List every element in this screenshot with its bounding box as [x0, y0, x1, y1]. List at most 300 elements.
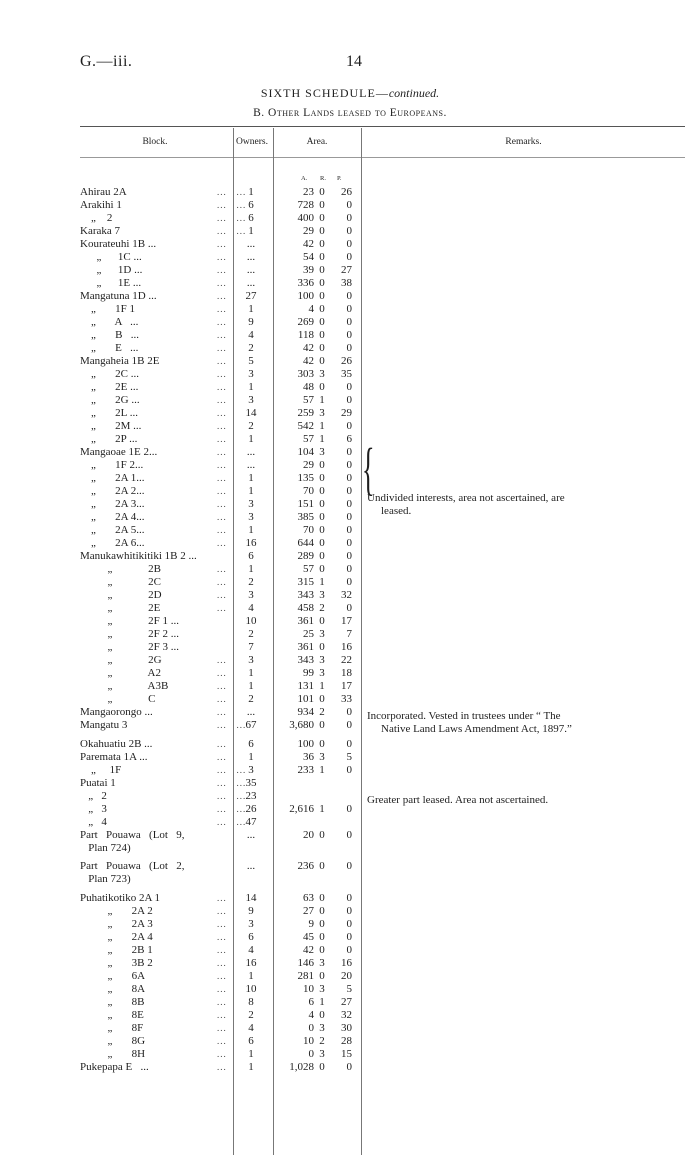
row-area-perches: 0	[346, 446, 352, 458]
row-leader-dots: ... ...	[217, 187, 247, 197]
row-area-acres: 25	[303, 628, 314, 640]
row-area-roods: 0	[319, 498, 325, 510]
table-row	[0, 576, 700, 589]
row-owners: 3	[248, 498, 254, 510]
row-block-name: „ 2A 4...	[80, 511, 145, 523]
table-row	[0, 1035, 700, 1048]
column-header-block: Block.	[142, 137, 168, 147]
row-block-name: „ A ...	[80, 316, 139, 328]
row-area-perches: 17	[341, 680, 352, 692]
row-block-name: „ 2P ...	[80, 433, 138, 445]
table-row	[0, 329, 700, 342]
table-row	[0, 550, 700, 563]
row-leader-dots: ...	[217, 252, 227, 262]
row-leader-dots: ...	[217, 304, 227, 314]
table-row	[0, 957, 700, 970]
row-owners: 16	[245, 537, 257, 549]
row-leader-dots: ...	[217, 919, 227, 929]
row-block-name: „ 3	[80, 803, 107, 815]
row-leader-dots: ... ...	[217, 226, 247, 236]
row-block-name: „ C	[80, 693, 156, 705]
row-block-name: Mangatu 3	[80, 719, 128, 731]
row-leader-dots: ...	[217, 668, 227, 678]
row-area-roods: 3	[319, 589, 325, 601]
row-leader-dots: ...	[217, 707, 227, 717]
row-area-acres: 542	[297, 420, 314, 432]
row-area-perches: 0	[346, 472, 352, 484]
row-area-acres: 42	[303, 342, 314, 354]
row-area-acres: 146	[297, 957, 314, 969]
row-owners: 3	[248, 368, 254, 380]
row-owners: 4	[248, 329, 254, 341]
row-area-roods: 0	[319, 472, 325, 484]
row-area-roods: 3	[319, 628, 325, 640]
row-area-acres: 9	[308, 918, 314, 930]
row-block-name: „ 2A 2	[80, 905, 153, 917]
row-area-acres: 289	[297, 550, 314, 562]
row-leader-dots: ...	[217, 945, 227, 955]
row-area-perches: 0	[346, 316, 352, 328]
row-area-perches: 33	[341, 693, 352, 705]
table-row	[0, 537, 700, 550]
row-area-perches: 0	[346, 251, 352, 263]
row-area-perches: 6	[346, 433, 352, 445]
row-leader-dots: ...	[217, 752, 227, 762]
row-leader-dots: ...	[217, 499, 227, 509]
row-area-acres: 0	[308, 1048, 314, 1060]
row-owners: 1	[248, 1048, 254, 1060]
row-area-roods: 0	[319, 860, 325, 872]
page-number: 14	[346, 53, 362, 70]
row-area-roods: 1	[319, 996, 325, 1008]
row-owners: 3	[248, 654, 254, 666]
row-area-acres: 48	[303, 381, 314, 393]
row-area-roods: 3	[319, 983, 325, 995]
row-area-acres: 259	[297, 407, 314, 419]
row-area-acres: 100	[297, 290, 314, 302]
row-area-perches: 0	[346, 892, 352, 904]
table-row	[0, 983, 700, 996]
row-area-acres: 57	[303, 433, 314, 445]
row-leader-dots: ... ...	[217, 200, 247, 210]
row-area-roods: 1	[319, 433, 325, 445]
row-owners: 3	[248, 589, 254, 601]
row-area-perches: 0	[346, 944, 352, 956]
row-area-acres: 361	[297, 641, 314, 653]
row-owners: 67	[245, 719, 257, 731]
row-leader-dots: ...	[217, 447, 227, 457]
row-area-roods: 1	[319, 764, 325, 776]
row-leader-dots: ...	[217, 906, 227, 916]
column-header-owners: Owners.	[236, 137, 268, 147]
row-block-name: „ 2C ...	[80, 368, 139, 380]
table-row	[0, 693, 700, 706]
row-area-acres: 343	[297, 654, 314, 666]
row-area-roods: 0	[319, 970, 325, 982]
row-block-name: „ 1F 2...	[80, 459, 144, 471]
row-owners: 47	[245, 816, 257, 828]
table-row	[0, 303, 700, 316]
row-area-acres: 29	[303, 225, 314, 237]
table-row	[0, 459, 700, 472]
table-row	[0, 641, 700, 654]
row-area-roods: 0	[319, 615, 325, 627]
row-area-acres: 281	[297, 970, 314, 982]
column-header-remarks: Remarks.	[505, 137, 542, 147]
row-block-name: „ 2A 3...	[80, 498, 145, 510]
row-block-name: Paremata 1A ...	[80, 751, 148, 763]
row-area-roods: 3	[319, 368, 325, 380]
row-area-roods: 0	[319, 738, 325, 750]
table-row	[0, 433, 700, 446]
row-area-perches: 0	[346, 511, 352, 523]
row-area-perches: 22	[341, 654, 352, 666]
row-area-perches: 27	[341, 264, 352, 276]
row-owners: 35	[245, 777, 257, 789]
row-leader-dots: ...	[217, 1049, 227, 1059]
row-leader-dots: ... ...	[217, 213, 247, 223]
row-area-perches: 0	[346, 381, 352, 393]
row-block-name: Arakihi 1	[80, 199, 122, 211]
row-area-acres: 0	[308, 1022, 314, 1034]
row-owners: 2	[248, 420, 254, 432]
row-leader-dots: ...	[217, 893, 227, 903]
row-owners: 9	[248, 316, 254, 328]
row-area-roods: 0	[319, 719, 325, 731]
row-area-perches: 29	[341, 407, 352, 419]
area-perches-label: P.	[337, 175, 342, 182]
row-area-roods: 0	[319, 316, 325, 328]
area-acres-label: A.	[301, 175, 308, 182]
row-leader-dots: ...	[217, 525, 227, 535]
row-area-acres: 343	[297, 589, 314, 601]
row-area-roods: 0	[319, 342, 325, 354]
row-owners: 1	[248, 303, 254, 315]
row-owners: ...	[246, 446, 256, 458]
row-area-roods: 0	[319, 485, 325, 497]
row-area-acres: 2,616	[289, 803, 314, 815]
table-row	[0, 738, 700, 751]
row-block-name: Karaka 7	[80, 225, 121, 237]
row-owners: 16	[245, 957, 257, 969]
row-owners: 6	[248, 212, 254, 224]
row-owners: 3	[248, 394, 254, 406]
table-row	[0, 290, 700, 303]
row-leader-dots: ...	[217, 408, 227, 418]
row-area-perches: 0	[346, 738, 352, 750]
row-area-acres: 151	[297, 498, 314, 510]
row-leader-dots: ...	[217, 330, 227, 340]
row-area-perches: 0	[346, 918, 352, 930]
row-owners: 10	[245, 983, 257, 995]
row-area-acres: 3,680	[289, 719, 314, 731]
remark-mangatu-line1: Incorporated. Vested in trustees under “ The	[367, 710, 561, 722]
row-area-acres: 20	[303, 829, 314, 841]
row-area-roods: 0	[319, 918, 325, 930]
row-area-roods: 0	[319, 251, 325, 263]
row-leader-dots: ...	[217, 564, 227, 574]
row-block-name: „ 2F 1 ...	[80, 615, 179, 627]
row-block-name: „ 8E	[80, 1009, 144, 1021]
row-block-name: „ 2A 3	[80, 918, 153, 930]
row-leader-dots: ...	[217, 512, 227, 522]
table-row	[0, 751, 700, 764]
table-row	[0, 602, 700, 615]
row-block-name: „ E ...	[80, 342, 139, 354]
row-leader-dots: ...	[217, 265, 227, 275]
row-leader-dots: ... ...	[217, 804, 247, 814]
row-area-acres: 70	[303, 485, 314, 497]
row-area-acres: 36	[303, 751, 314, 763]
row-block-name: „ 3B 2	[80, 957, 153, 969]
row-block-name: „ 2F 2 ...	[80, 628, 179, 640]
row-owners: ...	[246, 829, 256, 841]
row-area-perches: 0	[346, 1061, 352, 1073]
row-block-name: „ A2	[80, 667, 161, 679]
row-block-name: „ 2B 1	[80, 944, 153, 956]
row-owners: 2	[248, 693, 254, 705]
table-row	[0, 842, 700, 855]
row-area-perches: 38	[341, 277, 352, 289]
row-leader-dots: ...	[217, 291, 227, 301]
column-header-area: Area.	[306, 137, 328, 147]
row-leader-dots: ...	[217, 590, 227, 600]
row-block-name: Puhatikotiko 2A 1	[80, 892, 161, 904]
row-block-name: „ 6A	[80, 970, 146, 982]
row-area-perches: 0	[346, 225, 352, 237]
row-area-perches: 0	[346, 931, 352, 943]
row-area-acres: 99	[303, 667, 314, 679]
row-block-name: „ 2E	[80, 602, 161, 614]
row-area-perches: 26	[341, 186, 352, 198]
row-block-name: „ 2A 6...	[80, 537, 145, 549]
table-row	[0, 563, 700, 576]
row-area-acres: 644	[297, 537, 314, 549]
row-area-roods: 0	[319, 264, 325, 276]
row-area-roods: 0	[319, 355, 325, 367]
table-row	[0, 420, 700, 433]
row-area-roods: 0	[319, 381, 325, 393]
row-owners: ...	[246, 860, 256, 872]
row-area-acres: 63	[303, 892, 314, 904]
row-owners: 6	[248, 738, 254, 750]
row-leader-dots: ... ...	[217, 791, 247, 801]
row-area-acres: 42	[303, 355, 314, 367]
row-leader-dots: ...	[217, 317, 227, 327]
row-area-roods: 0	[319, 931, 325, 943]
row-block-name: „ 1F 1	[80, 303, 135, 315]
row-area-roods: 0	[319, 641, 325, 653]
row-area-acres: 70	[303, 524, 314, 536]
row-area-acres: 6	[308, 996, 314, 1008]
row-owners: 14	[245, 407, 257, 419]
row-area-acres: 101	[297, 693, 314, 705]
row-area-acres: 104	[297, 446, 314, 458]
table-row	[0, 628, 700, 641]
row-owners: 2	[248, 628, 254, 640]
row-area-roods: 3	[319, 957, 325, 969]
row-area-perches: 18	[341, 667, 352, 679]
row-owners: 1	[248, 225, 254, 237]
table-row	[0, 381, 700, 394]
row-area-acres: 458	[297, 602, 314, 614]
row-block-name: „ 2	[80, 212, 113, 224]
row-area-acres: 10	[303, 983, 314, 995]
table-row	[0, 238, 700, 251]
row-area-roods: 3	[319, 751, 325, 763]
table-row	[0, 225, 700, 238]
row-block-name: „ 2L ...	[80, 407, 138, 419]
row-area-perches: 0	[346, 485, 352, 497]
row-owners: 10	[245, 615, 257, 627]
row-area-acres: 315	[297, 576, 314, 588]
row-leader-dots: ...	[217, 984, 227, 994]
row-block-name: „ 2E ...	[80, 381, 139, 393]
row-area-acres: 118	[297, 329, 314, 341]
row-area-acres: 361	[297, 615, 314, 627]
row-block-name: „ 8B	[80, 996, 145, 1008]
row-area-perches: 5	[346, 751, 352, 763]
table-row	[0, 355, 700, 368]
row-area-roods: 0	[319, 1061, 325, 1073]
row-owners: ...	[246, 251, 256, 263]
table-row	[0, 368, 700, 381]
row-owners: 6	[248, 1035, 254, 1047]
row-leader-dots: ...	[217, 356, 227, 366]
row-leader-dots: ... ...	[217, 817, 247, 827]
row-area-roods: 0	[319, 212, 325, 224]
row-block-name: „ 8A	[80, 983, 146, 995]
row-leader-dots: ... ...	[217, 765, 247, 775]
row-area-perches: 0	[346, 238, 352, 250]
row-leader-dots: ...	[217, 538, 227, 548]
row-area-perches: 32	[341, 589, 352, 601]
row-area-roods: 3	[319, 1048, 325, 1060]
table-row	[0, 816, 700, 829]
table-row	[0, 212, 700, 225]
table-row	[0, 667, 700, 680]
row-area-acres: 10	[303, 1035, 314, 1047]
row-leader-dots: ...	[217, 577, 227, 587]
row-area-acres: 29	[303, 459, 314, 471]
row-area-acres: 4	[308, 303, 314, 315]
row-leader-dots: ... ...	[217, 720, 247, 730]
row-area-roods: 0	[319, 524, 325, 536]
row-owners: 2	[248, 342, 254, 354]
row-owners: 8	[248, 996, 254, 1008]
row-owners: 1	[248, 485, 254, 497]
row-leader-dots: ...	[217, 739, 227, 749]
row-block-name: „ 2B	[80, 563, 161, 575]
row-area-perches: 0	[346, 199, 352, 211]
row-owners: 4	[248, 602, 254, 614]
row-area-roods: 1	[319, 803, 325, 815]
row-owners: 6	[248, 550, 254, 562]
table-row	[0, 680, 700, 693]
row-area-roods: 0	[319, 511, 325, 523]
row-area-perches: 28	[341, 1035, 352, 1047]
row-block-name: Part Pouawa (Lot 2,	[80, 860, 185, 872]
row-leader-dots: ...	[217, 278, 227, 288]
row-leader-dots: ...	[217, 694, 227, 704]
row-area-perches: 16	[341, 641, 352, 653]
row-area-perches: 0	[346, 563, 352, 575]
row-owners: 1	[248, 751, 254, 763]
remark-mangatu	[367, 710, 685, 736]
row-area-acres: 336	[297, 277, 314, 289]
table-row	[0, 777, 700, 790]
schedule-title-continued: continued.	[388, 86, 440, 100]
table-row	[0, 931, 700, 944]
row-area-roods: 2	[319, 602, 325, 614]
row-block-name: Manukawhitikitiki 1B 2 ...	[80, 550, 197, 562]
row-block-name: Mangaoae 1E 2...	[80, 446, 158, 458]
row-area-acres: 728	[297, 199, 314, 211]
row-leader-dots: ...	[217, 603, 227, 613]
row-block-name: „ 2D	[80, 589, 162, 601]
row-area-acres: 236	[297, 860, 314, 872]
row-area-acres: 100	[297, 738, 314, 750]
row-leader-dots: ...	[217, 486, 227, 496]
row-owners: 1	[248, 970, 254, 982]
row-area-roods: 0	[319, 944, 325, 956]
row-block-name: „ B ...	[80, 329, 139, 341]
row-area-roods: 3	[319, 407, 325, 419]
row-leader-dots: ...	[217, 997, 227, 1007]
row-area-acres: 269	[297, 316, 314, 328]
row-leader-dots: ... ...	[217, 778, 247, 788]
row-owners: 1	[248, 563, 254, 575]
row-area-perches: 0	[346, 576, 352, 588]
page-reference: G.—iii.	[80, 53, 133, 70]
row-area-roods: 1	[319, 576, 325, 588]
row-area-perches: 30	[341, 1022, 352, 1034]
row-block-name: „ 2A 5...	[80, 524, 145, 536]
row-owners: ...	[246, 706, 256, 718]
row-owners: 1	[248, 186, 254, 198]
row-area-acres: 135	[297, 472, 314, 484]
row-owners: 3	[248, 918, 254, 930]
table-row	[0, 1061, 700, 1074]
row-block-name: Kourateuhi 1B ...	[80, 238, 157, 250]
row-area-perches: 5	[346, 983, 352, 995]
table-row	[0, 394, 700, 407]
row-area-acres: 131	[297, 680, 314, 692]
row-block-name: „ 2A 1...	[80, 472, 145, 484]
row-owners: ...	[246, 238, 256, 250]
table-row	[0, 970, 700, 983]
row-area-roods: 2	[319, 706, 325, 718]
row-area-roods: 0	[319, 563, 325, 575]
row-owners: 14	[245, 892, 257, 904]
table-row	[0, 1009, 700, 1022]
row-leader-dots: ...	[217, 655, 227, 665]
row-area-roods: 1	[319, 420, 325, 432]
table-row	[0, 1048, 700, 1061]
row-leader-dots: ...	[217, 382, 227, 392]
row-area-acres: 45	[303, 931, 314, 943]
row-area-perches: 0	[346, 706, 352, 718]
row-leader-dots: ...	[217, 434, 227, 444]
row-owners: 3	[248, 511, 254, 523]
row-owners: ...	[246, 459, 256, 471]
row-owners: 1	[248, 680, 254, 692]
table-row	[0, 829, 700, 842]
table-row	[0, 472, 700, 485]
row-block-name: „ 2A 2...	[80, 485, 145, 497]
row-area-perches: 0	[346, 803, 352, 815]
row-owners: 26	[245, 803, 257, 815]
